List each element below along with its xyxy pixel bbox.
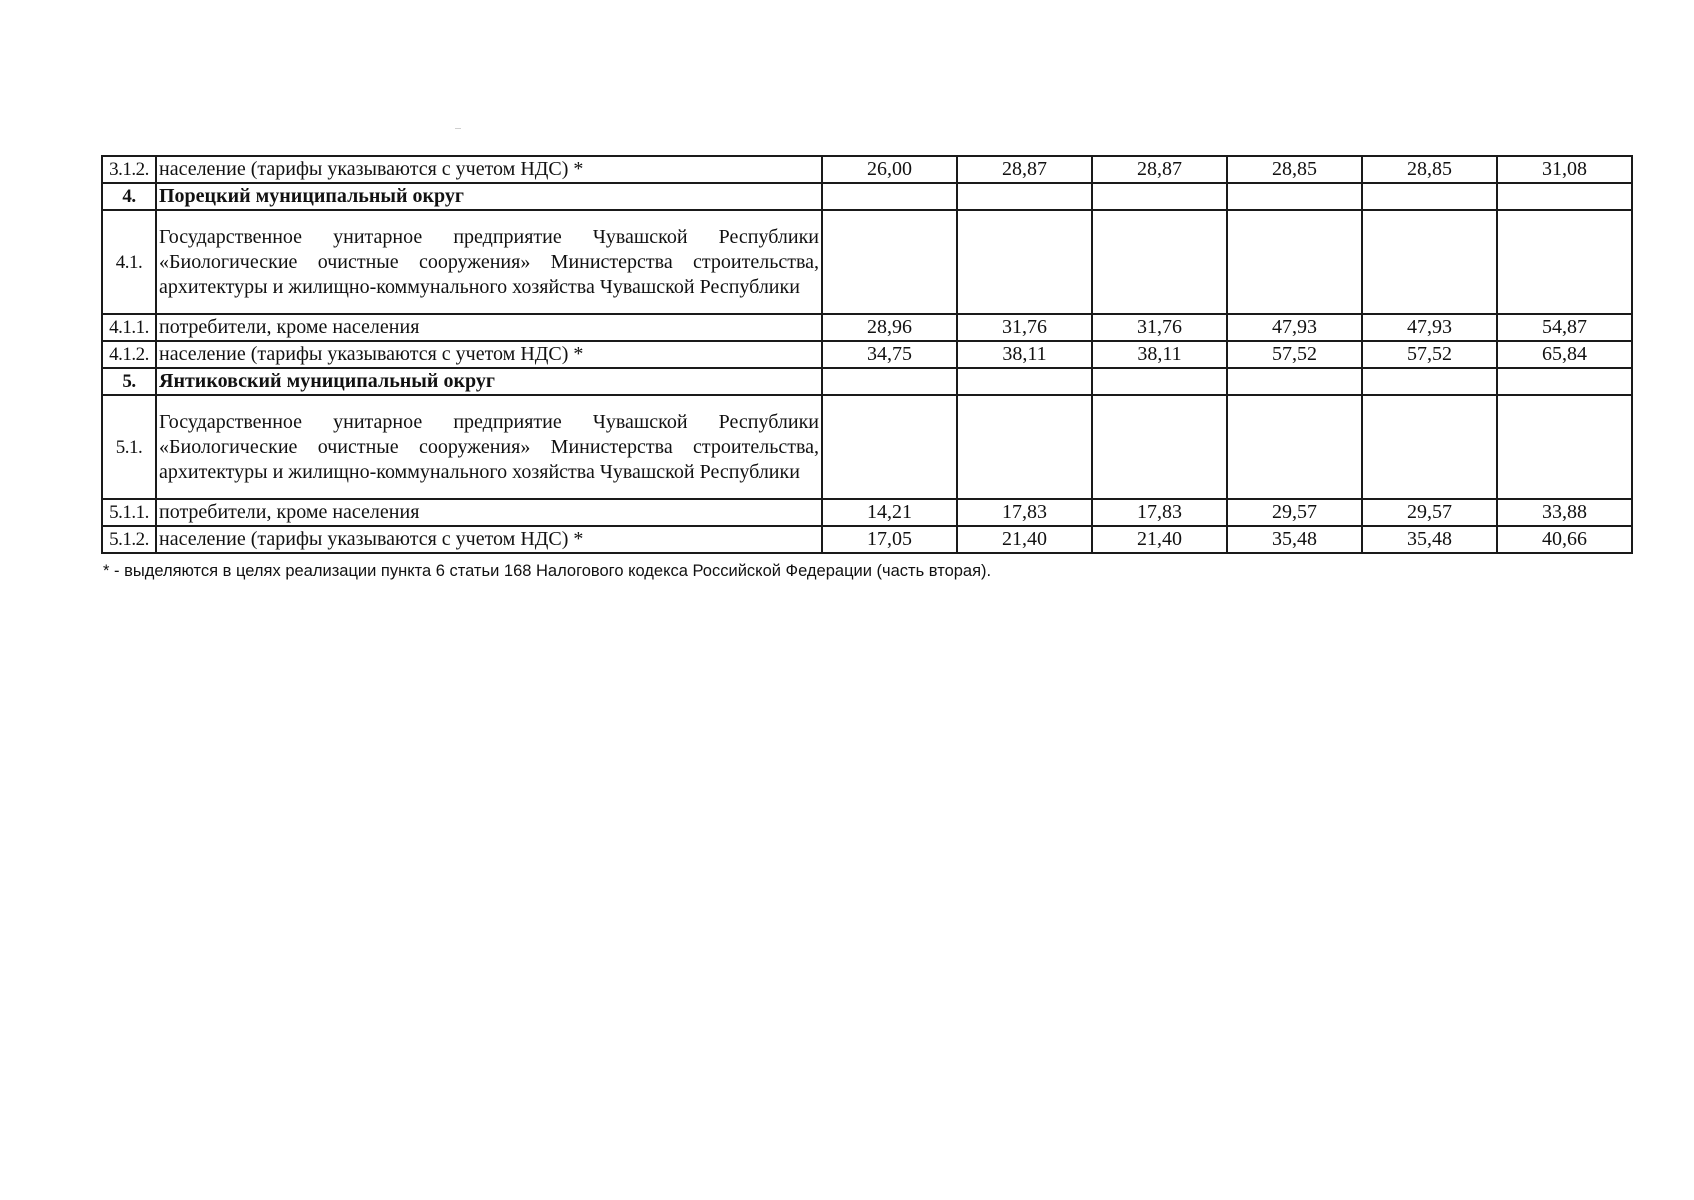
- tariff-value: [1497, 183, 1632, 210]
- section-row: [102, 368, 1632, 395]
- tariff-value: [822, 395, 957, 499]
- tariff-value: [822, 210, 957, 314]
- row-description: Государственное унитарное предприятие Чувашской Республики «Биологические очистные сооружения» Министерства строительства, архитектуры и жилищно-коммунального хозяйства Чувашской Республики: [156, 210, 822, 314]
- tariff-value: 29,57: [1227, 499, 1362, 526]
- row-description: потребители, кроме населения: [156, 314, 822, 341]
- tariff-value: 57,52: [1227, 341, 1362, 368]
- tariff-value: [1497, 210, 1632, 314]
- tariff-value: [1227, 210, 1362, 314]
- table-row: [102, 314, 1632, 341]
- tariff-value: [1227, 395, 1362, 499]
- row-description: население (тарифы указываются с учетом НДС) *: [156, 156, 822, 183]
- tariff-value: 31,76: [957, 314, 1092, 341]
- tariff-value: 35,48: [1362, 526, 1497, 553]
- tariff-value: 28,87: [957, 156, 1092, 183]
- tariff-value: [1092, 395, 1227, 499]
- row-description: потребители, кроме населения: [156, 499, 822, 526]
- tariff-value: 17,05: [822, 526, 957, 553]
- section-row: [102, 183, 1632, 210]
- tariff-value: [1362, 368, 1497, 395]
- row-number: 4.1.2.: [102, 341, 156, 368]
- tariff-value: 57,52: [1362, 341, 1497, 368]
- tariff-value: [1362, 183, 1497, 210]
- tariff-value: 31,08: [1497, 156, 1632, 183]
- tariff-value: [1362, 210, 1497, 314]
- row-description: Государственное унитарное предприятие Чувашской Республики «Биологические очистные сооружения» Министерства строительства, архитектуры и жилищно-коммунального хозяйства Чувашской Республики: [156, 395, 822, 499]
- tariff-value: 26,00: [822, 156, 957, 183]
- row-number: 3.1.2.: [102, 156, 156, 183]
- row-description: население (тарифы указываются с учетом НДС) *: [156, 341, 822, 368]
- tariff-value: 17,83: [1092, 499, 1227, 526]
- tariff-value: [1362, 395, 1497, 499]
- tariff-value: [1092, 183, 1227, 210]
- tariff-value: 35,48: [1227, 526, 1362, 553]
- tariff-value: [957, 395, 1092, 499]
- tariff-value: [957, 183, 1092, 210]
- tariff-value: [1092, 210, 1227, 314]
- tariff-value: [1227, 368, 1362, 395]
- tariff-value: 47,93: [1362, 314, 1497, 341]
- section-title: Янтиковский муниципальный округ: [156, 368, 822, 395]
- tariff-value: 17,83: [957, 499, 1092, 526]
- tariff-value: 28,96: [822, 314, 957, 341]
- tariff-value: [822, 183, 957, 210]
- tariff-value: 33,88: [1497, 499, 1632, 526]
- tariff-value: 38,11: [957, 341, 1092, 368]
- tariff-value: 21,40: [957, 526, 1092, 553]
- tariff-value: [1227, 183, 1362, 210]
- table-row: [102, 156, 1632, 183]
- table-row: [102, 526, 1632, 553]
- organization-row: [102, 210, 1632, 314]
- row-number: 5.1.: [102, 395, 156, 499]
- tariff-value: [1497, 395, 1632, 499]
- tariff-value: [822, 368, 957, 395]
- tariff-table-body: [102, 156, 1632, 553]
- organization-row: [102, 395, 1632, 499]
- tariff-value: [957, 368, 1092, 395]
- tariff-value: 28,85: [1362, 156, 1497, 183]
- tariff-value: 14,21: [822, 499, 957, 526]
- tariff-value: 28,85: [1227, 156, 1362, 183]
- scan-mark: [455, 128, 461, 129]
- table-row: [102, 341, 1632, 368]
- row-number: 4.: [102, 183, 156, 210]
- row-number: 5.: [102, 368, 156, 395]
- tariff-value: 21,40: [1092, 526, 1227, 553]
- row-number: 5.1.2.: [102, 526, 156, 553]
- tariff-value: [1092, 368, 1227, 395]
- tariff-value: 65,84: [1497, 341, 1632, 368]
- tariff-value: 38,11: [1092, 341, 1227, 368]
- tariff-value: 29,57: [1362, 499, 1497, 526]
- tariff-value: [957, 210, 1092, 314]
- tariff-table: [101, 155, 1633, 554]
- table-row: [102, 499, 1632, 526]
- row-number: 4.1.1.: [102, 314, 156, 341]
- tariff-value: 40,66: [1497, 526, 1632, 553]
- tariff-value: [1497, 368, 1632, 395]
- footnote: * - выделяются в целях реализации пункта 6 статьи 168 Налогового кодекса Российской Федерации (часть вторая).: [103, 562, 992, 580]
- tariff-value: 28,87: [1092, 156, 1227, 183]
- section-title: Порецкий муниципальный округ: [156, 183, 822, 210]
- row-number: 5.1.1.: [102, 499, 156, 526]
- row-number: 4.1.: [102, 210, 156, 314]
- tariff-value: 47,93: [1227, 314, 1362, 341]
- tariff-value: 31,76: [1092, 314, 1227, 341]
- tariff-value: 54,87: [1497, 314, 1632, 341]
- tariff-value: 34,75: [822, 341, 957, 368]
- row-description: население (тарифы указываются с учетом НДС) *: [156, 526, 822, 553]
